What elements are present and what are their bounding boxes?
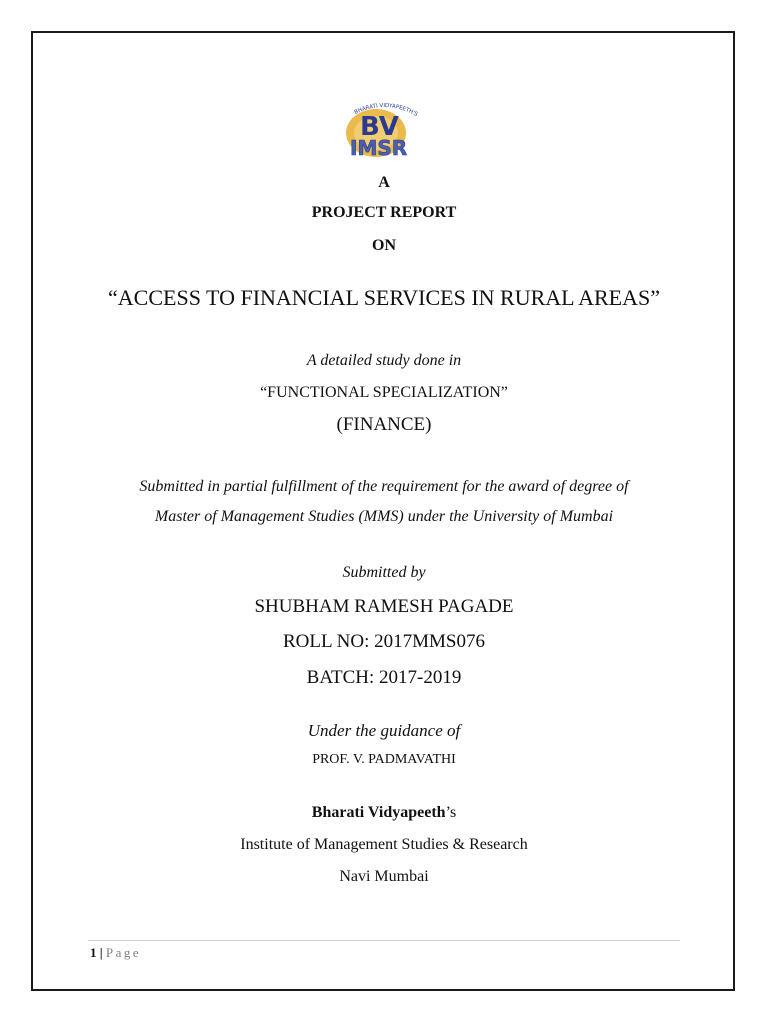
stream: (FINANCE) — [336, 414, 432, 435]
footer-divider — [88, 940, 680, 941]
institute-owner — [0, 804, 768, 822]
logo-line2: IMSR — [350, 136, 408, 160]
fulfillment-line2: Master of Management Studies (MMS) under the University of Mumbai — [154, 508, 614, 525]
report-title: “ACCESS TO FINANCIAL SERVICES IN RURAL AREAS” — [108, 285, 660, 310]
submitted-by-label: Submitted by — [342, 564, 426, 581]
page-number: 1 — [90, 945, 97, 960]
page-footer — [90, 945, 141, 961]
specialization: “FUNCTIONAL SPECIALIZATION” — [260, 384, 508, 401]
roll-number: ROLL NO: 2017MMS076 — [283, 631, 485, 652]
study-intro: A detailed study done in — [306, 352, 462, 369]
page-label: Page — [105, 945, 142, 960]
guidance-label: Under the guidance of — [307, 721, 461, 740]
institute-name: Institute of Management Studies & Research — [240, 836, 528, 853]
guide-name: PROF. V. PADMAVATHI — [312, 752, 456, 767]
logo-line1: BV — [360, 112, 399, 142]
institute-owner-name: Bharati Vidyapeeth — [311, 804, 446, 821]
page-separator: | — [96, 945, 106, 960]
institute-city: Navi Mumbai — [339, 868, 429, 885]
bvimsr-logo — [336, 95, 432, 161]
heading-a: A — [378, 174, 390, 191]
heading-project-report: PROJECT REPORT — [311, 204, 457, 221]
batch: BATCH: 2017-2019 — [306, 667, 462, 688]
institute-owner-suffix: ’s — [445, 804, 457, 821]
heading-on: ON — [372, 237, 396, 254]
fulfillment-line1: Submitted in partial fulfillment of the requirement for the award of degree of — [139, 478, 629, 495]
student-name: SHUBHAM RAMESH PAGADE — [254, 596, 514, 617]
logo-arc-text: BHARATI VIDYAPEETH'S — [353, 102, 419, 118]
